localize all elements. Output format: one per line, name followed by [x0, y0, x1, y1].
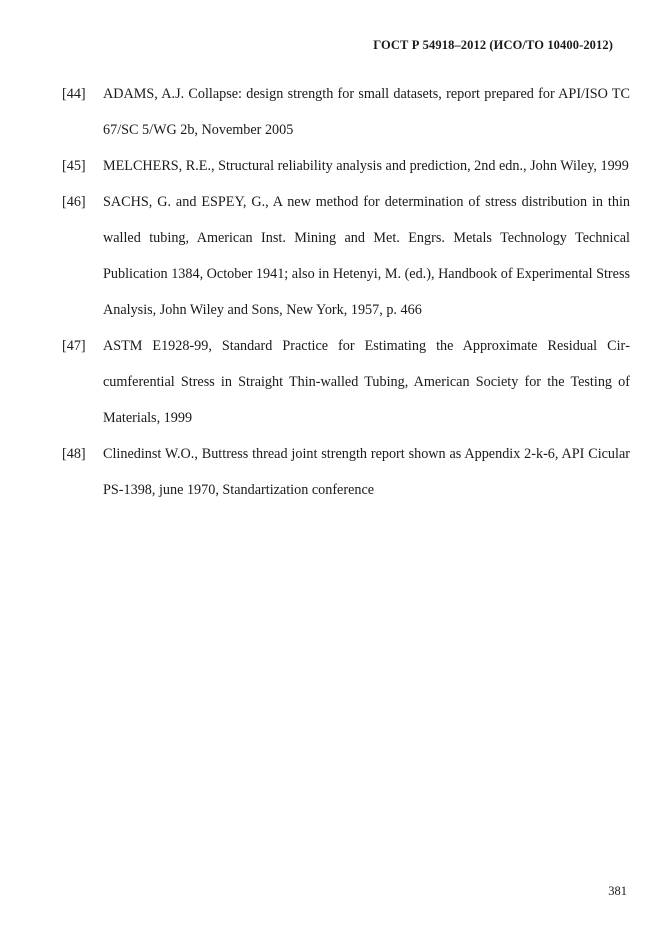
reference-number: [46] — [62, 194, 86, 210]
document-header: ГОСТ Р 54918–2012 (ИСО/ТО 10400-2012) — [373, 38, 613, 52]
page-number: 381 — [608, 884, 627, 898]
reference-item-48 — [62, 436, 630, 508]
reference-number: [45] — [62, 158, 86, 174]
reference-item-44 — [62, 76, 630, 148]
reference-text: MELCHERS, R.E., Structural reliability analysis and prediction, 2nd edn., John Wiley, 1999 — [103, 158, 629, 174]
reference-number: [44] — [62, 86, 86, 102]
reference-text: ADAMS, A.J. Collapse: design strength for small datasets, report prepared for API/ISO TC 67/SC 5/WG 2b, November 2005 — [103, 86, 630, 138]
reference-text: ASTM E1928-99, Standard Practice for Estimating the Approximate Residual Circumferential Stress in Straight Thin-walled Tubing, American Society for the Testing of Materials, 1999 — [103, 338, 630, 426]
reference-item-45 — [62, 148, 630, 184]
reference-text: Clinedinst W.O., Buttress thread joint strength report shown as Appendix 2-k-6, API Cicular PS-1398, june 1970, Standartization conference — [103, 446, 630, 498]
reference-number: [48] — [62, 446, 86, 462]
reference-text: SACHS, G. and ESPEY, G., A new method for determination of stress distribution in thin walled tubing, American Inst. Mining and Met. Engrs. Metals Technology Technical Publication 1384, October 1941; also in Hetenyi, M. (ed.), Handbook of Experimental Stress Analysis, John Wiley and Sons, New York, 1957, p. 466 — [103, 194, 630, 318]
reference-list — [62, 76, 630, 508]
reference-item-46 — [62, 184, 630, 328]
reference-item-47 — [62, 328, 630, 436]
reference-number: [47] — [62, 338, 86, 354]
